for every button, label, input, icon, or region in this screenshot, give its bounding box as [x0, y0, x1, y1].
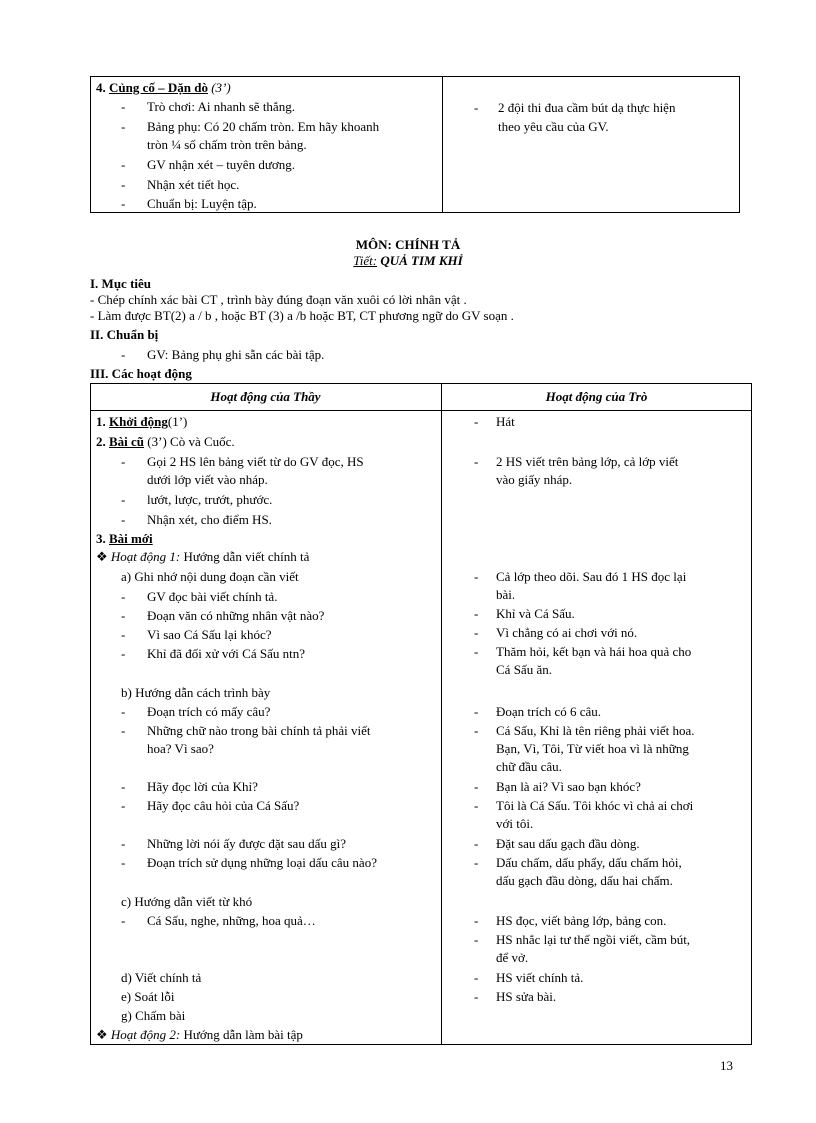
step-review: [96, 434, 235, 450]
dash-mark: -: [121, 723, 126, 738]
dash-mark: -: [474, 855, 479, 870]
dash-mark: -: [121, 119, 126, 134]
diamond-bullet-icon: ❖: [96, 549, 108, 564]
student-item: Khỉ và Cá Sấu.: [496, 606, 575, 621]
student-item: Cá Sấu, Khỉ là tên riêng phải viết hoa.: [496, 723, 695, 738]
c-item: Cá Sấu, nghe, những, hoa quả…: [147, 913, 316, 928]
dash-mark: -: [121, 589, 126, 604]
page-number: 13: [720, 1058, 733, 1073]
sub-heading-a: a) Ghi nhớ nội dung đoạn cần viết: [121, 569, 299, 584]
dash-mark: -: [121, 492, 126, 507]
section-1-heading: I. Mục tiêu: [90, 276, 152, 291]
b-item: Những chữ nào trong bài chính tả phải viết: [147, 723, 371, 738]
step-warmup: [96, 414, 187, 430]
step-title: Khởi động: [109, 414, 168, 429]
dash-mark: -: [121, 779, 126, 794]
dash-mark: -: [474, 569, 479, 584]
dash-mark: -: [474, 798, 479, 813]
student-item: Vì chẳng có ai chơi với nó.: [496, 625, 638, 640]
main-table-divider: [441, 383, 442, 1045]
student-item: Đoạn trích có 6 câu.: [496, 704, 602, 719]
dash-mark: -: [474, 836, 479, 851]
dash-mark: -: [474, 779, 479, 794]
student-item: Bạn, Vì, Tôi, Từ viết hoa vì là những: [496, 741, 689, 756]
student-item: để vở.: [496, 950, 529, 965]
student-item: chữ đầu câu.: [496, 759, 562, 774]
top-left-item: Chuẩn bị: Luyện tập.: [147, 196, 257, 211]
student-item: Dấu chấm, dấu phẩy, dấu chấm hỏi,: [496, 855, 682, 870]
top-left-item: tròn ¼ số chấm tròn trên bảng.: [147, 137, 307, 152]
dash-mark: -: [474, 606, 479, 621]
student-item: dấu gạch đầu dòng, dấu hai chấm.: [496, 873, 673, 888]
student-item: Bạn là ai? Vì sao bạn khóc?: [496, 779, 641, 794]
dash-mark: -: [121, 177, 126, 192]
student-item: 2 HS viết trên bảng lớp, cả lớp viết: [496, 454, 679, 469]
subject-title: MÔN: CHÍNH TẢ: [355, 237, 461, 252]
dash-mark: -: [474, 723, 479, 738]
sub-heading-e: e) Soát lỗi: [121, 989, 175, 1004]
activity-label: Hoạt động 2:: [110, 1027, 181, 1042]
step-time: (1’): [167, 414, 188, 429]
dash-mark: -: [474, 100, 479, 115]
activity-1: [96, 549, 309, 565]
main-table-header-line: [90, 410, 752, 411]
sub-heading-c: c) Hướng dẫn viết từ khó: [121, 894, 253, 909]
b-item: Những lời nói ấy được đặt sau dấu gì?: [147, 836, 346, 851]
step-number: 1.: [96, 414, 106, 429]
sub-heading-b: b) Hướng dẫn cách trình bày: [121, 685, 271, 700]
student-item: HS sửa bài.: [496, 989, 557, 1004]
section-2-item: GV: Bảng phụ ghi sẵn các bài tập.: [147, 347, 325, 362]
top-left-item: Nhận xét tiết học.: [147, 177, 240, 192]
dash-mark: -: [474, 414, 479, 429]
dash-mark: -: [121, 704, 126, 719]
dash-mark: -: [121, 347, 126, 362]
sub-heading-d: d) Viết chính tả: [121, 970, 202, 985]
a-item: Khỉ đã đối xử với Cá Sấu ntn?: [147, 646, 305, 661]
step-number: 3.: [96, 531, 106, 546]
b-item: Đoạn trích sử dụng những loại dấu câu nào?: [147, 855, 377, 870]
lesson-label: Tiết:: [353, 253, 378, 268]
b-item: Hãy đọc câu hỏi của Cá Sấu?: [147, 798, 300, 813]
student-item: HS đọc, viết bảng lớp, bảng con.: [496, 913, 667, 928]
top-left-item: Bảng phụ: Có 20 chấm tròn. Em hãy khoanh: [147, 119, 380, 134]
student-item: vào giấy nháp.: [496, 472, 573, 487]
dash-mark: -: [121, 157, 126, 172]
student-item: Cá Sấu ăn.: [496, 662, 552, 677]
top-heading-number: 4.: [96, 80, 106, 95]
step-title: Bài cũ: [109, 434, 145, 449]
section-3-heading: III. Các hoạt động: [90, 366, 192, 381]
dash-mark: -: [474, 970, 479, 985]
student-item: Thăm hỏi, kết bạn và hái hoa quả cho: [496, 644, 692, 659]
b-item: Hãy đọc lời của Khỉ?: [147, 779, 258, 794]
dash-mark: -: [121, 855, 126, 870]
b-item: Đoạn trích có mấy câu?: [147, 704, 271, 719]
dash-mark: -: [474, 913, 479, 928]
top-right-item: 2 đội thi đua cầm bút dạ thực hiện: [498, 100, 676, 115]
dash-mark: -: [474, 989, 479, 1004]
top-table-divider: [442, 76, 443, 213]
top-left-item: GV nhận xét – tuyên dương.: [147, 157, 295, 172]
dash-mark: -: [121, 646, 126, 661]
dash-mark: -: [474, 704, 479, 719]
step-title: Bài mới: [109, 531, 153, 546]
activity-text: Hướng dẫn làm bài tập: [183, 1027, 303, 1042]
lesson-title: [0, 253, 816, 269]
student-item: Tôi là Cá Sấu. Tôi khóc vì chả ai chơi: [496, 798, 694, 813]
dash-mark: -: [121, 454, 126, 469]
student-item: với tôi.: [496, 816, 534, 831]
review-item: Gọi 2 HS lên bảng viết từ do GV đọc, HS: [147, 454, 364, 469]
student-item: HS viết chính tả.: [496, 970, 584, 985]
activity-text: Hướng dẫn viết chính tả: [183, 549, 310, 564]
top-heading: [96, 80, 231, 96]
review-item: Nhận xét, cho điểm HS.: [147, 512, 272, 527]
header-teacher: Hoạt động của Thầy: [210, 389, 321, 404]
top-heading-time: (3’): [211, 80, 231, 95]
header-student: Hoạt động của Trò: [545, 389, 648, 404]
student-item: Cả lớp theo dõi. Sau đó 1 HS đọc lại: [496, 569, 687, 584]
student-item: HS nhắc lại tư thế ngồi viết, cầm bút,: [496, 932, 691, 947]
student-item: bài.: [496, 587, 516, 602]
lesson-name: QUẢ TIM KHỈ: [380, 253, 463, 268]
section-1-line: - Làm được BT(2) a / b , hoặc BT (3) a /b hoặc BT, CT phương ngữ do GV soạn .: [90, 308, 514, 323]
dash-mark: -: [121, 608, 126, 623]
dash-mark: -: [121, 512, 126, 527]
review-item: lướt, lược, trướt, phước.: [147, 492, 273, 507]
top-right-item: theo yêu cầu của GV.: [498, 119, 609, 134]
dash-mark: -: [121, 836, 126, 851]
dash-mark: -: [474, 454, 479, 469]
dash-mark: -: [121, 913, 126, 928]
section-1-line: - Chép chính xác bài CT , trình bày đúng đoạn văn xuôi có lời nhân vật .: [90, 292, 467, 307]
step-new-lesson: [96, 531, 153, 547]
a-item: Đoạn văn có những nhân vật nào?: [147, 608, 325, 623]
dash-mark: -: [474, 644, 479, 659]
review-item: dưới lớp viết vào nháp.: [147, 472, 268, 487]
dash-mark: -: [121, 196, 126, 211]
activity-label: Hoạt động 1:: [110, 549, 181, 564]
step-number: 2.: [96, 434, 106, 449]
dash-mark: -: [121, 99, 126, 114]
a-item: Vì sao Cá Sấu lại khóc?: [147, 627, 272, 642]
b-item: hoa? Vì sao?: [147, 741, 214, 756]
sub-heading-g: g) Chấm bài: [121, 1008, 186, 1023]
student-item: Hát: [496, 414, 515, 429]
dash-mark: -: [121, 627, 126, 642]
dash-mark: -: [474, 625, 479, 640]
step-text: (3’) Cò và Cuốc.: [147, 434, 235, 449]
top-heading-title: Củng cố – Dặn dò: [109, 80, 208, 95]
student-item: Đặt sau dấu gạch đầu dòng.: [496, 836, 640, 851]
diamond-bullet-icon: ❖: [96, 1027, 108, 1042]
dash-mark: -: [474, 932, 479, 947]
activity-2: [96, 1027, 303, 1043]
top-left-item: Trò chơi: Ai nhanh sẽ thắng.: [147, 99, 295, 114]
section-2-heading: II. Chuẩn bị: [90, 327, 159, 342]
dash-mark: -: [121, 798, 126, 813]
a-item: GV đọc bài viết chính tả.: [147, 589, 278, 604]
